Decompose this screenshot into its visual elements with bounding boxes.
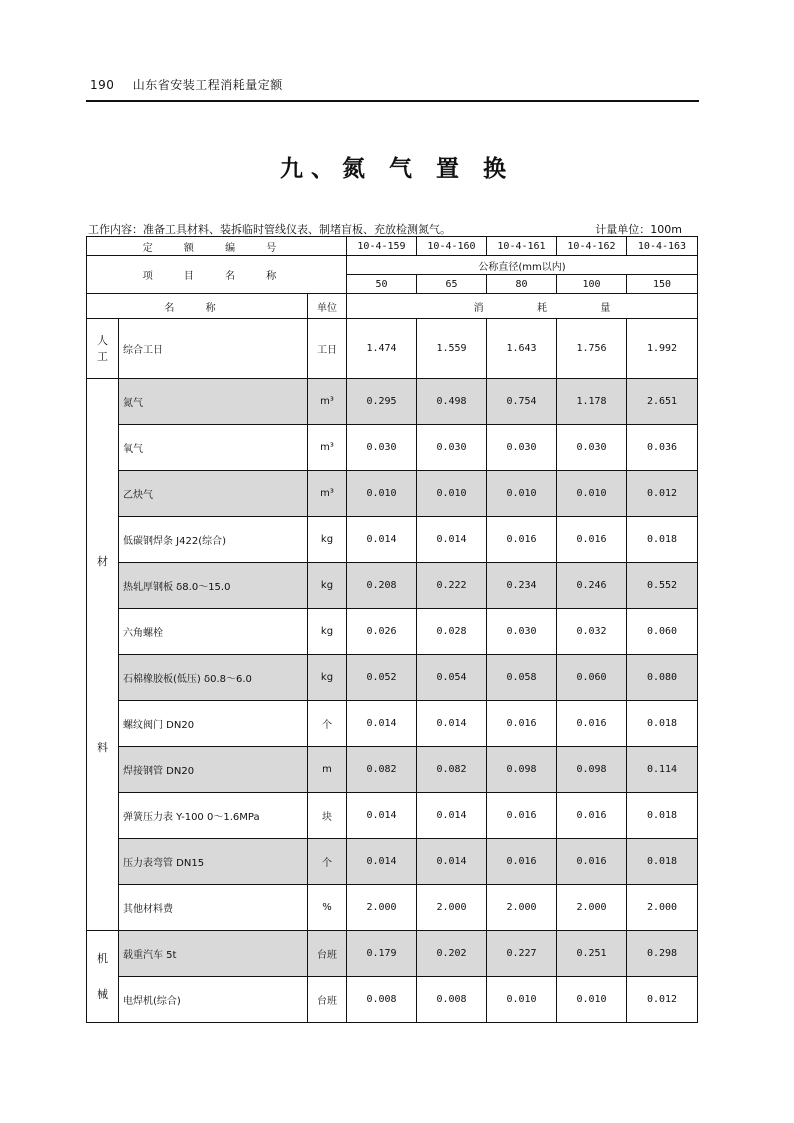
consumption-row: [87, 931, 698, 977]
category-label: [87, 931, 119, 1023]
quota-table: [86, 236, 698, 1023]
item-name: 六角螺栓: [119, 609, 308, 655]
item-unit: 个: [308, 701, 347, 747]
consumption-value: 2.000: [487, 885, 557, 931]
consumption-value: 0.052: [347, 655, 417, 701]
consumption-value: 0.008: [417, 977, 487, 1023]
consumption-value: 0.754: [487, 379, 557, 425]
consumption-row: [87, 379, 698, 425]
consumption-row: [87, 701, 698, 747]
consumption-value: 2.000: [557, 885, 627, 931]
item-name: 螺纹阀门 DN20: [119, 701, 308, 747]
consumption-value: 2.000: [347, 885, 417, 931]
category-char: 机: [97, 951, 108, 965]
category-char: 料: [97, 740, 108, 754]
consumption-value: 0.018: [627, 517, 698, 563]
category-char: 材: [97, 554, 108, 568]
consumption-value: 0.030: [417, 425, 487, 471]
consumption-value: 0.030: [557, 425, 627, 471]
consumption-char: 耗: [536, 302, 547, 314]
diameter-value: 65: [417, 275, 487, 294]
consumption-value: 0.010: [347, 471, 417, 517]
consumption-char: 量: [600, 302, 611, 314]
item-name: 电焊机(综合): [119, 977, 308, 1023]
consumption-value: 0.018: [627, 839, 698, 885]
column-header-row: [87, 294, 698, 319]
consumption-value: 1.756: [557, 319, 627, 379]
quota-code: 10-4-160: [417, 237, 487, 256]
consumption-value: 0.030: [347, 425, 417, 471]
item-unit: kg: [308, 609, 347, 655]
work-content-note: 工作内容：准备工具材料、装拆临时管线仪表、制堵盲板、充放检测氮气。: [88, 223, 451, 236]
consumption-value: 2.000: [627, 885, 698, 931]
consumption-value: 0.016: [487, 839, 557, 885]
item-unit: 工日: [308, 319, 347, 379]
item-name-label: 项 目 名 称: [87, 256, 347, 294]
item-name: 综合工日: [119, 319, 308, 379]
item-name: 焊接钢管 DN20: [119, 747, 308, 793]
diameter-value: 80: [487, 275, 557, 294]
item-unit: %: [308, 885, 347, 931]
item-unit: 个: [308, 839, 347, 885]
category-label: [87, 319, 119, 379]
consumption-value: 0.552: [627, 563, 698, 609]
item-name: 弹簧压力表 Y-100 0～1.6MPa: [119, 793, 308, 839]
consumption-value: 0.014: [417, 701, 487, 747]
consumption-value: 0.016: [557, 839, 627, 885]
consumption-value: 0.010: [417, 471, 487, 517]
consumption-value: 0.012: [627, 471, 698, 517]
consumption-row: [87, 425, 698, 471]
consumption-value: 0.036: [627, 425, 698, 471]
consumption-value: 0.032: [557, 609, 627, 655]
quota-code-row: [87, 237, 698, 256]
item-name: 其他材料费: [119, 885, 308, 931]
consumption-value: 0.060: [557, 655, 627, 701]
consumption-row: [87, 563, 698, 609]
consumption-value: 0.016: [487, 517, 557, 563]
quota-code: 10-4-161: [487, 237, 557, 256]
consumption-value: 0.014: [417, 517, 487, 563]
item-name: 载重汽车 5t: [119, 931, 308, 977]
consumption-value: 0.018: [627, 793, 698, 839]
item-name: 氧气: [119, 425, 308, 471]
item-name: 石棉橡胶板(低压) δ0.8～6.0: [119, 655, 308, 701]
consumption-row: [87, 319, 698, 379]
consumption-value: 0.010: [557, 471, 627, 517]
diameter-value: 150: [627, 275, 698, 294]
diameter-header-row: [87, 256, 698, 275]
consumption-value: 0.202: [417, 931, 487, 977]
consumption-value: 0.010: [487, 977, 557, 1023]
consumption-value: 0.234: [487, 563, 557, 609]
item-name: 热轧厚钢板 δ8.0～15.0: [119, 563, 308, 609]
diameter-value: 100: [557, 275, 627, 294]
consumption-row: [87, 517, 698, 563]
consumption-value: 0.014: [417, 839, 487, 885]
consumption-value: 0.012: [627, 977, 698, 1023]
consumption-value: 0.010: [487, 471, 557, 517]
consumption-value: 0.054: [417, 655, 487, 701]
consumption-value: 0.010: [557, 977, 627, 1023]
consumption-value: 0.016: [557, 793, 627, 839]
consumption-value: 1.178: [557, 379, 627, 425]
diameter-label: 公称直径(mm以内): [347, 256, 698, 275]
consumption-value: 0.014: [347, 701, 417, 747]
section-title: 九、氮 气 置 换: [279, 155, 515, 182]
consumption-value: 2.000: [417, 885, 487, 931]
consumption-value: 0.114: [627, 747, 698, 793]
consumption-value: 0.008: [347, 977, 417, 1023]
consumption-value: 0.498: [417, 379, 487, 425]
page-number: 190: [90, 78, 115, 92]
consumption-char: 消: [473, 302, 484, 314]
item-unit: m³: [308, 471, 347, 517]
consumption-value: 0.014: [347, 793, 417, 839]
item-name: 氮气: [119, 379, 308, 425]
item-name: 乙炔气: [119, 471, 308, 517]
book-title: 山东省安装工程消耗量定额: [132, 78, 283, 92]
diameter-value: 50: [347, 275, 417, 294]
item-unit: m³: [308, 425, 347, 471]
consumption-value: 0.082: [347, 747, 417, 793]
unit-column-header: 单位: [308, 294, 347, 319]
consumption-row: [87, 747, 698, 793]
consumption-value: 0.030: [487, 425, 557, 471]
consumption-value: 0.014: [347, 839, 417, 885]
consumption-value: 0.018: [627, 701, 698, 747]
item-unit: 台班: [308, 931, 347, 977]
item-name: 低碳钢焊条 J422(综合): [119, 517, 308, 563]
consumption-value: 1.992: [627, 319, 698, 379]
quota-code: 10-4-159: [347, 237, 417, 256]
consumption-row: [87, 839, 698, 885]
category-char: 人: [97, 333, 108, 347]
consumption-row: [87, 609, 698, 655]
consumption-value: 0.082: [417, 747, 487, 793]
consumption-value: 0.098: [557, 747, 627, 793]
item-unit: 台班: [308, 977, 347, 1023]
consumption-row: [87, 793, 698, 839]
consumption-row: [87, 977, 698, 1023]
consumption-value: 0.026: [347, 609, 417, 655]
consumption-value: 0.298: [627, 931, 698, 977]
consumption-value: 0.058: [487, 655, 557, 701]
category-char: 械: [97, 987, 108, 1001]
consumption-value: 0.016: [557, 701, 627, 747]
consumption-value: 0.098: [487, 747, 557, 793]
item-unit: kg: [308, 655, 347, 701]
consumption-value: 0.014: [347, 517, 417, 563]
category-char: 工: [97, 349, 108, 363]
item-unit: kg: [308, 563, 347, 609]
name-column-header: 名 称: [87, 294, 308, 319]
consumption-value: 0.060: [627, 609, 698, 655]
consumption-value: 0.295: [347, 379, 417, 425]
consumption-value: 0.246: [557, 563, 627, 609]
quota-code: 10-4-162: [557, 237, 627, 256]
measurement-unit-note: 计量单位：100m: [595, 223, 682, 236]
header-rule: [86, 100, 699, 102]
quota-code: 10-4-163: [627, 237, 698, 256]
consumption-value: 0.251: [557, 931, 627, 977]
quota-code-label: 定 额 编 号: [87, 237, 347, 256]
consumption-value: 1.643: [487, 319, 557, 379]
consumption-value: 1.474: [347, 319, 417, 379]
consumption-value: 0.030: [487, 609, 557, 655]
consumption-value: 0.208: [347, 563, 417, 609]
consumption-value: 0.014: [417, 793, 487, 839]
consumption-value: 0.227: [487, 931, 557, 977]
consumption-row: [87, 885, 698, 931]
consumption-value: 0.179: [347, 931, 417, 977]
item-unit: m³: [308, 379, 347, 425]
consumption-value: 0.016: [487, 793, 557, 839]
consumption-row: [87, 655, 698, 701]
category-label: [87, 379, 119, 931]
consumption-header: [347, 294, 698, 319]
consumption-value: 0.016: [487, 701, 557, 747]
item-unit: 块: [308, 793, 347, 839]
consumption-value: 0.080: [627, 655, 698, 701]
item-unit: m: [308, 747, 347, 793]
consumption-row: [87, 471, 698, 517]
consumption-value: 2.651: [627, 379, 698, 425]
item-name: 压力表弯管 DN15: [119, 839, 308, 885]
item-unit: kg: [308, 517, 347, 563]
consumption-value: 0.222: [417, 563, 487, 609]
running-header: [90, 76, 283, 93]
consumption-value: 1.559: [417, 319, 487, 379]
consumption-value: 0.016: [557, 517, 627, 563]
consumption-value: 0.028: [417, 609, 487, 655]
